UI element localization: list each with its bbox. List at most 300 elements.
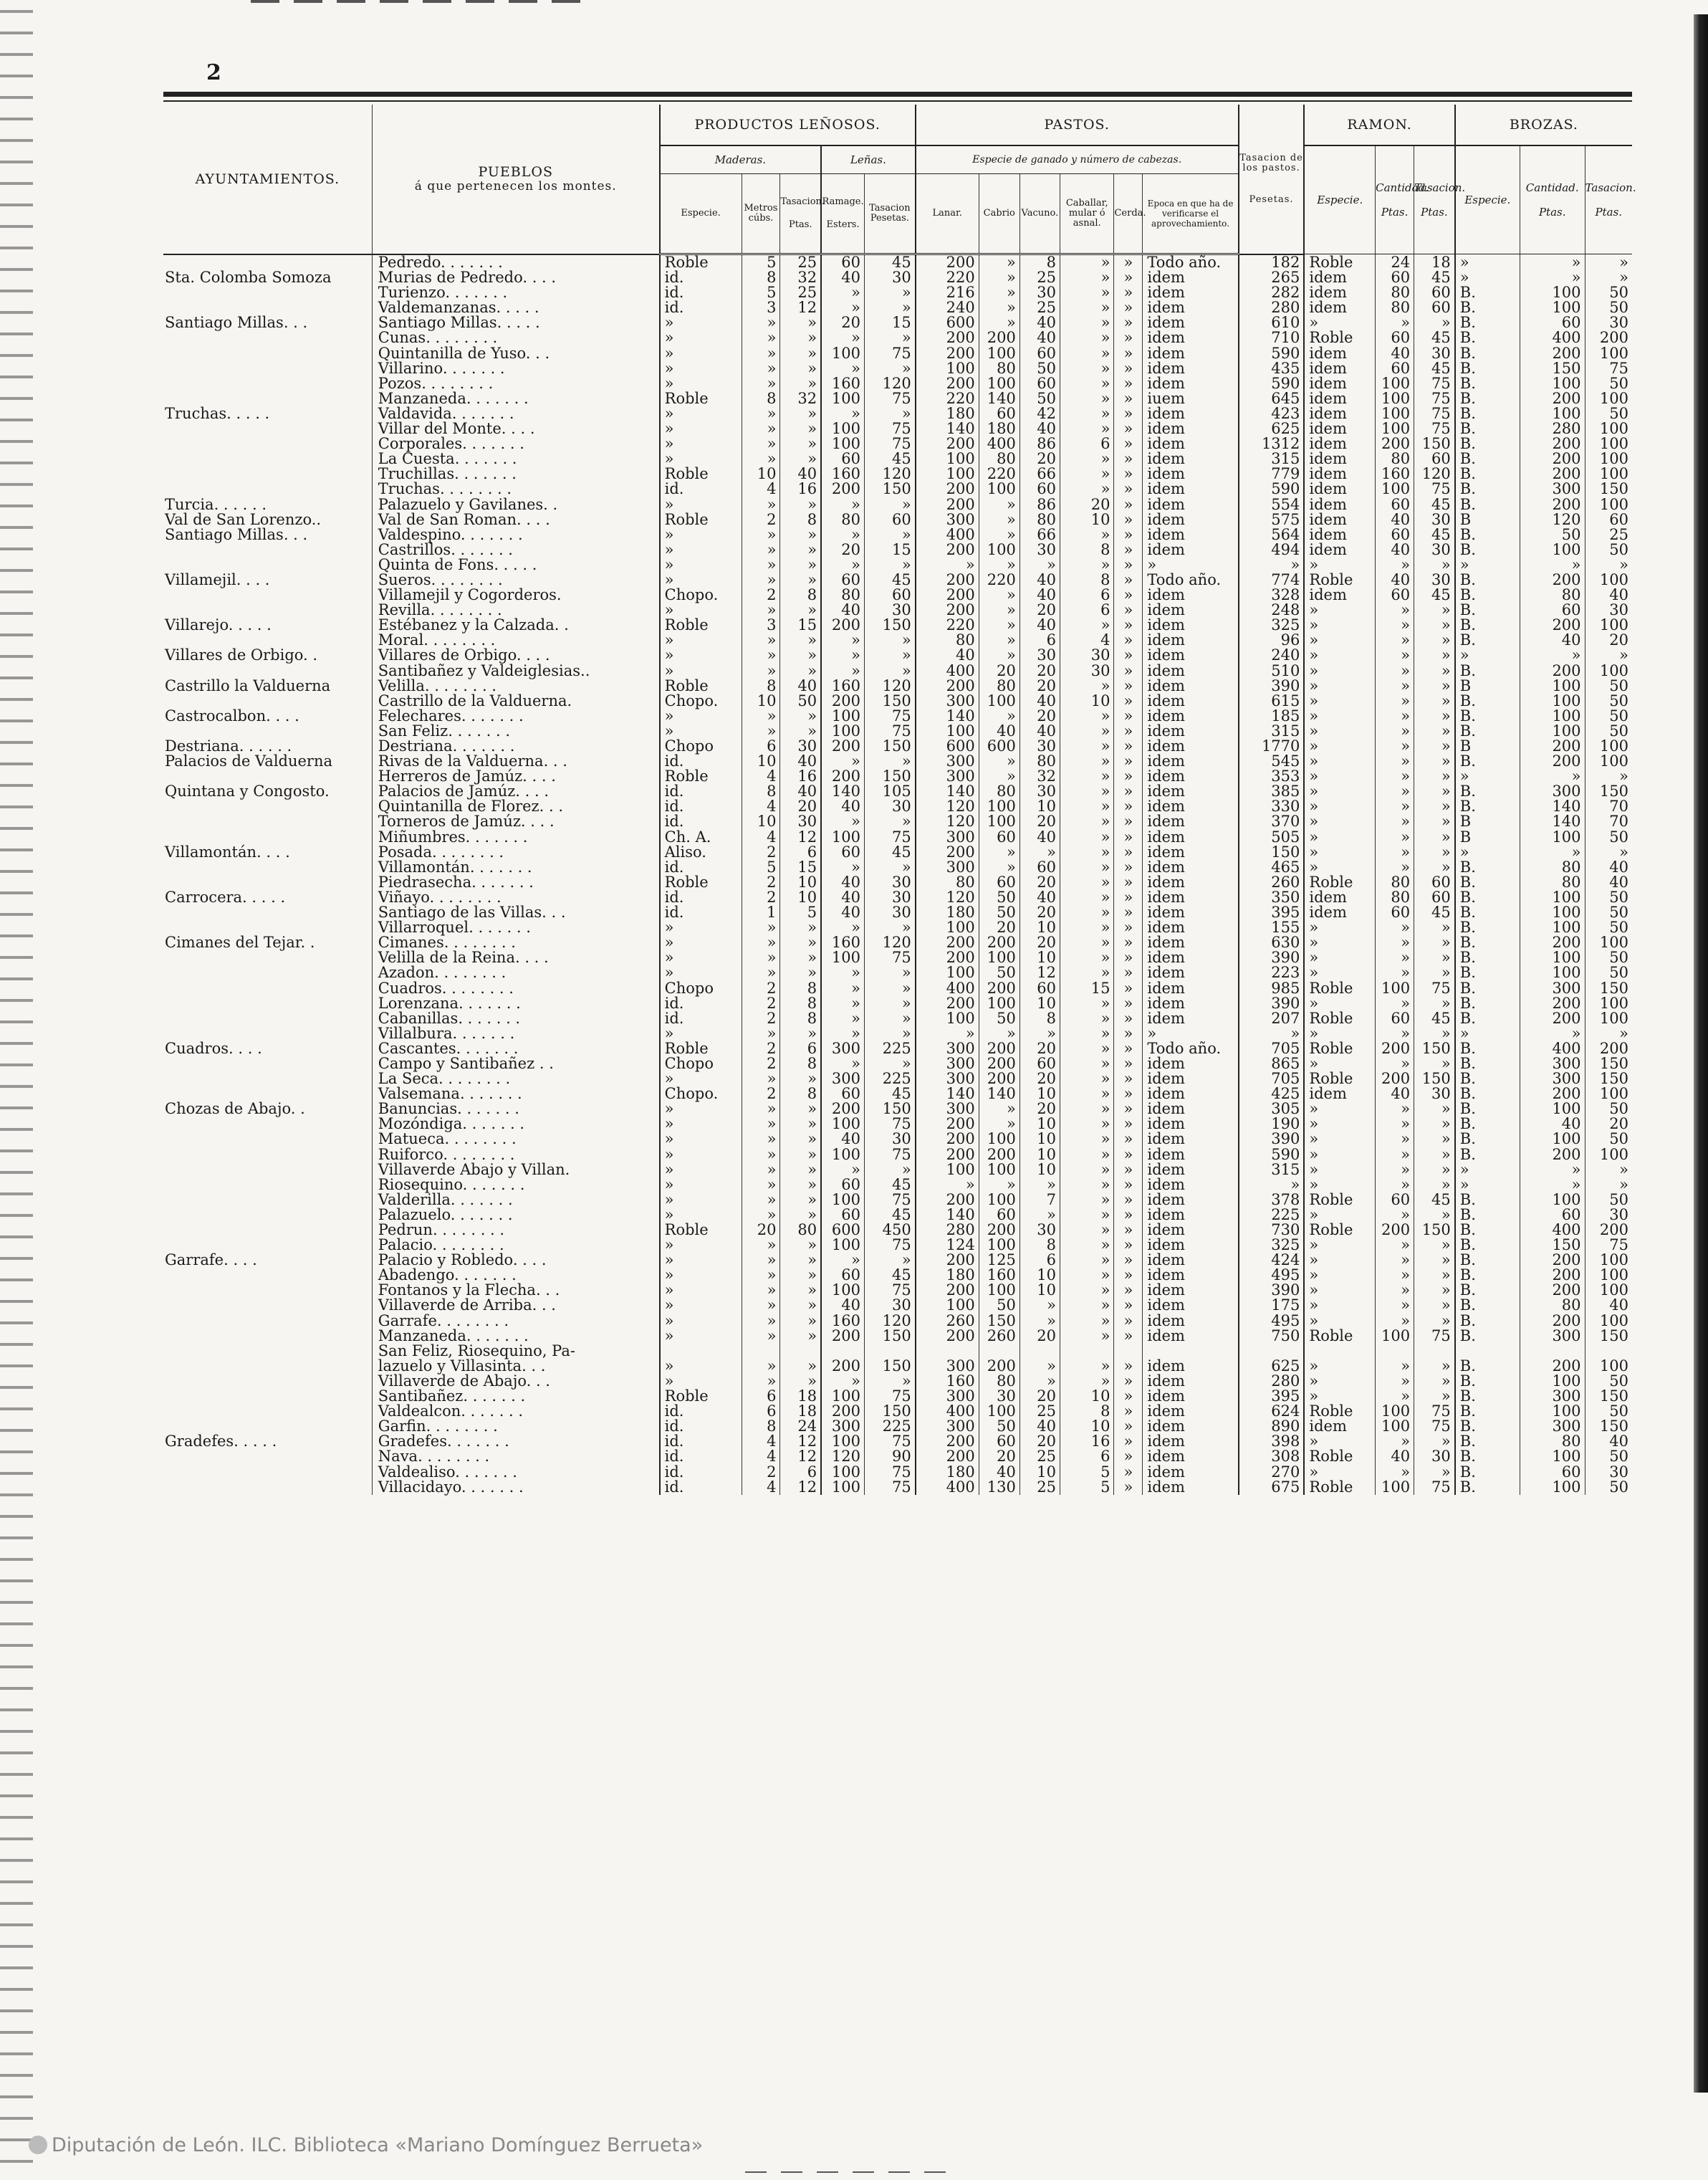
cell-va: 40 (1019, 694, 1060, 709)
cell-ce: » (1114, 694, 1143, 709)
cell-bc: 300 (1520, 1071, 1585, 1086)
cell-bt: 100 (1585, 346, 1632, 361)
cell-mm: 4 (742, 1480, 780, 1495)
cell-lr: 100 (821, 709, 864, 724)
cell-cb: » (1060, 1056, 1114, 1071)
cell-la: 280 (916, 1223, 979, 1238)
cell-rt: » (1414, 1208, 1455, 1223)
cell-bc: 200 (1520, 754, 1585, 769)
cell-me: Chopo (660, 739, 742, 754)
cell-bc: 80 (1520, 1298, 1585, 1313)
cell-cb (1060, 1344, 1114, 1359)
cell-va: 10 (1019, 1117, 1060, 1132)
cell-la: 240 (916, 300, 979, 315)
cell-be: B. (1455, 1283, 1520, 1298)
cell-mt: 18 (780, 1389, 821, 1404)
cell-me: id. (660, 1480, 742, 1495)
cell-rt: » (1414, 1162, 1455, 1177)
cell-ce: » (1114, 482, 1143, 497)
cell-lt: 30 (865, 890, 916, 905)
cell-va: » (1019, 1374, 1060, 1389)
cell-p: Villarroquel. . . . . . . (372, 920, 659, 935)
cell-ce: » (1114, 391, 1143, 406)
cell-me: » (660, 542, 742, 558)
cell-tp: 985 (1239, 981, 1305, 996)
cell-rc: 100 (1376, 421, 1414, 436)
cell-a (163, 1449, 372, 1464)
cell-mm: 6 (742, 1389, 780, 1404)
cell-lt: 30 (865, 1298, 916, 1313)
cell-mm: » (742, 664, 780, 679)
cell-va: 10 (1019, 1086, 1060, 1101)
cell-ce: » (1114, 542, 1143, 558)
cell-rt: » (1414, 845, 1455, 860)
table-row (163, 1359, 1632, 1374)
cell-ep: idem (1143, 679, 1239, 694)
cell-va: 20 (1019, 1329, 1060, 1344)
table-row (163, 406, 1632, 421)
cell-re: » (1304, 679, 1375, 694)
cell-mm: » (742, 451, 780, 467)
cell-be: B. (1455, 633, 1520, 648)
cell-ce: » (1114, 497, 1143, 512)
cell-bt: 150 (1585, 784, 1632, 799)
cell-mm: » (742, 542, 780, 558)
header-brozas-cantidad (1520, 145, 1585, 254)
table-row (163, 588, 1632, 603)
cell-bc: 60 (1520, 603, 1585, 618)
cell-ep: idem (1143, 1238, 1239, 1253)
cell-p: Lorenzana. . . . . . . (372, 996, 659, 1011)
cell-rt: 75 (1414, 1329, 1455, 1344)
cell-ce: » (1114, 935, 1143, 950)
cell-ep: idem (1143, 1329, 1239, 1344)
cell-va: 50 (1019, 361, 1060, 376)
cell-ca: 60 (979, 875, 1019, 890)
cell-bt: 25 (1585, 527, 1632, 542)
cell-lt: » (865, 860, 916, 875)
cell-va: » (1019, 1208, 1060, 1223)
cell-la: 80 (916, 633, 979, 648)
table-row (163, 860, 1632, 875)
cell-va: 20 (1019, 679, 1060, 694)
cell-va: 30 (1019, 542, 1060, 558)
cell-p: Miñumbres. . . . . . . (372, 830, 659, 845)
cell-p: Villaverde de Arriba. . . (372, 1298, 659, 1313)
cell-rt: » (1414, 633, 1455, 648)
cell-mm: » (742, 1314, 780, 1329)
cell-lt: 120 (865, 1314, 916, 1329)
cell-mt: 12 (780, 300, 821, 315)
cell-lr: 80 (821, 588, 864, 603)
cell-lr: 60 (821, 845, 864, 860)
cell-mm: 5 (742, 285, 780, 300)
cell-mt (780, 1344, 821, 1359)
cell-bc: 200 (1520, 1314, 1585, 1329)
cell-tp: 325 (1239, 618, 1305, 633)
cell-ce: » (1114, 421, 1143, 436)
cell-be: » (1455, 254, 1520, 271)
cell-lr: 100 (821, 830, 864, 845)
cell-va: 10 (1019, 950, 1060, 965)
cell-ep: idem (1143, 799, 1239, 814)
cell-a (163, 1011, 372, 1026)
cell-re: » (1304, 618, 1375, 633)
header-tasacion-pastos (1239, 105, 1305, 254)
cell-be: » (1455, 1162, 1520, 1177)
cell-lr: 160 (821, 376, 864, 391)
cell-va: 40 (1019, 890, 1060, 905)
cell-re: idem (1304, 391, 1375, 406)
cell-ca: 60 (979, 406, 1019, 421)
cell-mm: » (742, 1192, 780, 1208)
cell-cb: » (1060, 1101, 1114, 1117)
cell-mm: 5 (742, 860, 780, 875)
cell-ca: » (979, 285, 1019, 300)
cell-va: 86 (1019, 497, 1060, 512)
cell-be: B. (1455, 1359, 1520, 1374)
cell-tp: 207 (1239, 1011, 1305, 1026)
cell-me: id. (660, 1011, 742, 1026)
cell-ca: 160 (979, 1268, 1019, 1283)
cell-mt: » (780, 1162, 821, 1177)
cell-rc: 60 (1376, 527, 1414, 542)
cell-ep: idem (1143, 920, 1239, 935)
cell-ce: » (1114, 1101, 1143, 1117)
cell-bc: 200 (1520, 618, 1585, 633)
cell-me: » (660, 1314, 742, 1329)
cell-la: 300 (916, 754, 979, 769)
cell-re: idem (1304, 421, 1375, 436)
cell-rt: » (1414, 830, 1455, 845)
cell-mm: 2 (742, 890, 780, 905)
cell-bc: 100 (1520, 830, 1585, 845)
cell-la: 180 (916, 406, 979, 421)
cell-la: 300 (916, 1056, 979, 1071)
cell-rt: 60 (1414, 451, 1455, 467)
cell-p: Riosequino. . . . . . . (372, 1177, 659, 1192)
cell-rt: 75 (1414, 1404, 1455, 1419)
cell-a: Palacios de Valduerna (165, 752, 333, 770)
cell-bt: » (1585, 769, 1632, 784)
cell-ce: » (1114, 890, 1143, 905)
cell-me: » (660, 935, 742, 950)
cell-tp: 182 (1239, 254, 1305, 271)
cell-va: 40 (1019, 724, 1060, 739)
cell-be: » (1455, 648, 1520, 663)
cell-va: 25 (1019, 1404, 1060, 1419)
table-row (163, 315, 1632, 330)
cell-mt: 32 (780, 270, 821, 285)
cell-cb: 8 (1060, 573, 1114, 588)
cell-mm: 4 (742, 1449, 780, 1464)
cell-p: Quintanilla de Florez. . . (372, 799, 659, 814)
cell-re: » (1304, 754, 1375, 769)
cell-cb: » (1060, 920, 1114, 935)
cell-rt: » (1414, 965, 1455, 980)
cell-me: » (660, 1283, 742, 1298)
cell-bc: 200 (1520, 346, 1585, 361)
cell-mt: » (780, 920, 821, 935)
cell-va: 20 (1019, 664, 1060, 679)
cell-bt: 150 (1585, 1389, 1632, 1404)
cell-ep: idem (1143, 1480, 1239, 1495)
cell-be: B. (1455, 1192, 1520, 1208)
cell-mt: 8 (780, 996, 821, 1011)
cell-cb: » (1060, 421, 1114, 436)
cell-la: 200 (916, 679, 979, 694)
cell-bt: 50 (1585, 890, 1632, 905)
cell-bc: » (1520, 558, 1585, 573)
cell-cb: » (1060, 1026, 1114, 1041)
cell-be: B. (1455, 527, 1520, 542)
bottom-marks (745, 2171, 960, 2173)
cell-cb: » (1060, 1147, 1114, 1162)
cell-ce: » (1114, 920, 1143, 935)
cell-lr: 600 (821, 1223, 864, 1238)
cell-be: B. (1455, 436, 1520, 451)
cell-p: Murias de Pedredo. . . . (372, 270, 659, 285)
table-row (163, 1344, 1632, 1359)
cell-ce: » (1114, 830, 1143, 845)
top-marks (251, 0, 580, 3)
cell-ep: idem (1143, 784, 1239, 799)
cell-va: 30 (1019, 285, 1060, 300)
cell-la: 300 (916, 1419, 979, 1434)
cell-tp: 280 (1239, 1374, 1305, 1389)
cell-bt: 20 (1585, 1117, 1632, 1132)
cell-me: » (660, 1101, 742, 1117)
cell-va: » (1019, 1314, 1060, 1329)
table-row (163, 1086, 1632, 1101)
cell-bc: 80 (1520, 875, 1585, 890)
cell-lr: » (821, 633, 864, 648)
cell-be: B. (1455, 920, 1520, 935)
cell-va: 20 (1019, 1041, 1060, 1056)
cell-mm: » (742, 1374, 780, 1389)
cell-ep: idem (1143, 935, 1239, 950)
cell-cb: » (1060, 1117, 1114, 1132)
cell-lt: » (865, 406, 916, 421)
cell-a (163, 769, 372, 784)
table-row (163, 451, 1632, 467)
cell-va: 20 (1019, 1389, 1060, 1404)
cell-rt: 30 (1414, 573, 1455, 588)
header-cabrio: Cabrio (979, 174, 1019, 254)
cell-lr: 200 (821, 739, 864, 754)
cell-tp: 248 (1239, 603, 1305, 618)
cell-p: La Cuesta. . . . . . . (372, 451, 659, 467)
cell-re: Roble (1304, 254, 1375, 271)
table-row (163, 845, 1632, 860)
cell-mt: 30 (780, 814, 821, 829)
cell-cb: » (1060, 1071, 1114, 1086)
cell-va: 12 (1019, 965, 1060, 980)
cell-ca: » (979, 1101, 1019, 1117)
cell-bc: » (1520, 270, 1585, 285)
cell-mm: » (742, 1117, 780, 1132)
cell-ca: » (979, 633, 1019, 648)
cell-a (163, 875, 372, 890)
cell-ce: » (1114, 1223, 1143, 1238)
cell-lt: » (865, 754, 916, 769)
cell-be: B. (1455, 603, 1520, 618)
cell-tp: 370 (1239, 814, 1305, 829)
cell-a: Gradefes. . . . . (165, 1433, 277, 1450)
cell-ca: » (979, 709, 1019, 724)
cell-lt: » (865, 1162, 916, 1177)
cell-mt: » (780, 1238, 821, 1253)
cell-ep: idem (1143, 996, 1239, 1011)
cell-va (1019, 1344, 1060, 1359)
header-vacuno: Vacuno. (1019, 174, 1060, 254)
cell-p: Rivas de la Valduerna. . . (372, 754, 659, 769)
cell-be: B. (1455, 905, 1520, 920)
cell-bt: 100 (1585, 618, 1632, 633)
cell-bc: 100 (1520, 965, 1585, 980)
cell-bt: 30 (1585, 603, 1632, 618)
cell-bt: 100 (1585, 739, 1632, 754)
cell-p: Quintanilla de Yuso. . . (372, 346, 659, 361)
cell-bc: 200 (1520, 467, 1585, 482)
cell-be: B. (1455, 346, 1520, 361)
cell-mm: 2 (742, 981, 780, 996)
table-row (163, 679, 1632, 694)
cell-lt: 75 (865, 1192, 916, 1208)
cell-ca: 80 (979, 1374, 1019, 1389)
header-brozas-tasacion-unit: Ptas. (1595, 206, 1623, 219)
cell-rt: 45 (1414, 905, 1455, 920)
cell-lr: 60 (821, 1208, 864, 1223)
cell-tp: 282 (1239, 285, 1305, 300)
header-brozas-especie: Especie. (1455, 145, 1520, 254)
cell-mm: 2 (742, 1465, 780, 1480)
cell-be: B. (1455, 618, 1520, 633)
cell-lr: 20 (821, 542, 864, 558)
cell-rt: » (1414, 1389, 1455, 1404)
cell-bc: 100 (1520, 376, 1585, 391)
cell-bc: 200 (1520, 1283, 1585, 1298)
cell-lr: 40 (821, 875, 864, 890)
cell-rt: 30 (1414, 512, 1455, 527)
cell-be: B. (1455, 1389, 1520, 1404)
cell-ep: idem (1143, 467, 1239, 482)
cell-va: 60 (1019, 860, 1060, 875)
cell-lr: » (821, 330, 864, 345)
cell-bt: 50 (1585, 965, 1632, 980)
cell-ep: idem (1143, 709, 1239, 724)
cell-lt: » (865, 648, 916, 663)
cell-ca: » (979, 618, 1019, 633)
cell-rt: 45 (1414, 527, 1455, 542)
cell-cb: » (1060, 724, 1114, 739)
cell-mt: » (780, 1314, 821, 1329)
cell-mt: 16 (780, 482, 821, 497)
cell-a (163, 1404, 372, 1419)
cell-ep: » (1143, 558, 1239, 573)
cell-va: 20 (1019, 935, 1060, 950)
table-row (163, 421, 1632, 436)
cell-re: » (1304, 1056, 1375, 1071)
cell-me: id. (660, 482, 742, 497)
table-row (163, 376, 1632, 391)
cell-a (163, 542, 372, 558)
cell-a (163, 996, 372, 1011)
header-madera-tasacion-unit: Ptas. (789, 219, 812, 230)
cell-rc: » (1376, 935, 1414, 950)
cell-lt: » (865, 965, 916, 980)
cell-la: » (916, 558, 979, 573)
cell-rt: 30 (1414, 346, 1455, 361)
cell-lt: » (865, 1011, 916, 1026)
cell-ca: 40 (979, 1465, 1019, 1480)
cell-p: Turienzo. . . . . . . (372, 285, 659, 300)
cell-mt: » (780, 1177, 821, 1192)
cell-rt: 60 (1414, 875, 1455, 890)
cell-lr: » (821, 497, 864, 512)
cell-be: B. (1455, 981, 1520, 996)
table-row (163, 1419, 1632, 1434)
cell-tp: 710 (1239, 330, 1305, 345)
cell-tp: 890 (1239, 1419, 1305, 1434)
cell-cb: » (1060, 527, 1114, 542)
cell-me (660, 1344, 742, 1359)
cell-p: Herreros de Jamúz. . . . (372, 769, 659, 784)
cell-re: » (1304, 1208, 1375, 1223)
cell-ce: » (1114, 965, 1143, 980)
cell-re: » (1304, 1147, 1375, 1162)
cell-la: 300 (916, 512, 979, 527)
cell-la: 140 (916, 709, 979, 724)
cell-mm: » (742, 406, 780, 421)
cell-be: B. (1455, 1041, 1520, 1056)
cell-la: 200 (916, 950, 979, 965)
cell-cb: » (1060, 391, 1114, 406)
cell-p: Truchillas. . . . . . . (372, 467, 659, 482)
cell-bc: 200 (1520, 996, 1585, 1011)
cell-be: B. (1455, 1011, 1520, 1026)
cell-cb: » (1060, 799, 1114, 814)
cell-bt: 50 (1585, 376, 1632, 391)
cell-rt: 45 (1414, 270, 1455, 285)
cell-lr: 200 (821, 1359, 864, 1374)
cell-tp: 625 (1239, 421, 1305, 436)
cell-tp: 424 (1239, 1253, 1305, 1268)
cell-ca: 200 (979, 1359, 1019, 1374)
cell-ep: idem (1143, 1223, 1239, 1238)
cell-va: 10 (1019, 920, 1060, 935)
cell-me: » (660, 406, 742, 421)
cell-ep: iuem (1143, 391, 1239, 406)
cell-cb: » (1060, 935, 1114, 950)
cell-mt: 5 (780, 905, 821, 920)
cell-lt: 105 (865, 784, 916, 799)
cell-ep: idem (1143, 1101, 1239, 1117)
cell-ca: 200 (979, 1041, 1019, 1056)
cell-mt: » (780, 724, 821, 739)
cell-rt: 150 (1414, 1041, 1455, 1056)
cell-bc: » (1520, 769, 1585, 784)
cell-a (163, 330, 372, 345)
cell-rc: 60 (1376, 588, 1414, 603)
cell-bc: 100 (1520, 920, 1585, 935)
table-row (163, 1223, 1632, 1238)
table-row (163, 996, 1632, 1011)
cell-bt: » (1585, 648, 1632, 663)
cell-p: La Seca. . . . . . . . (372, 1071, 659, 1086)
cell-rt: 75 (1414, 1480, 1455, 1495)
cell-mm: 20 (742, 1223, 780, 1238)
